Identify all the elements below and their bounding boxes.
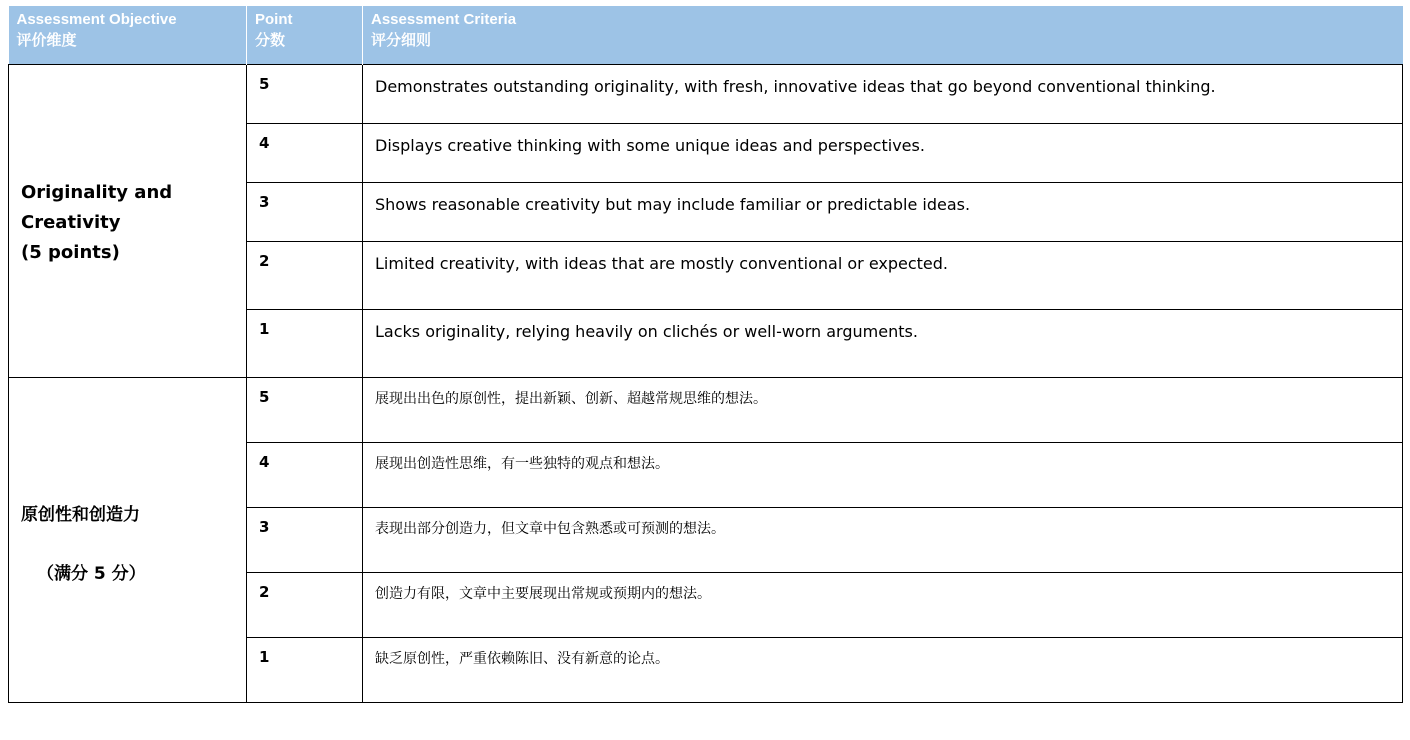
table-header	[9, 6, 1403, 64]
objective-points-zh: （满分 5 分）	[37, 563, 146, 584]
criteria-cell: 展现出出色的原创性，提出新颖、创新、超越常规思维的想法。	[363, 377, 1403, 442]
score-cell: 3	[247, 507, 363, 572]
score-cell: 2	[247, 572, 363, 637]
criteria-cell: Limited creativity, with ideas that are mostly conventional or expected.	[363, 241, 1403, 309]
criteria-cell: 表现出部分创造力，但文章中包含熟悉或可预测的想法。	[363, 507, 1403, 572]
header-point-en: Point	[255, 11, 293, 28]
header-row	[9, 6, 1403, 64]
header-assessment-objective	[9, 6, 247, 64]
score-cell: 4	[247, 442, 363, 507]
score-cell: 5	[247, 64, 363, 123]
objective-cell-zh	[9, 377, 247, 702]
score-cell: 4	[247, 123, 363, 182]
objective-title-line: Creativity	[21, 211, 121, 233]
header-objective-zh: 评价维度	[16, 32, 77, 49]
criteria-cell: Shows reasonable creativity but may include familiar or predictable ideas.	[363, 182, 1403, 241]
header-criteria-zh: 评分细则	[371, 32, 432, 49]
header-point-zh: 分数	[255, 32, 286, 49]
header-point	[247, 6, 363, 64]
criteria-cell: Demonstrates outstanding originality, with fresh, innovative ideas that go beyond conventional thinking.	[363, 64, 1403, 123]
table-row	[9, 64, 1403, 123]
score-cell: 1	[247, 637, 363, 702]
criteria-cell: 创造力有限，文章中主要展现出常规或预期内的想法。	[363, 572, 1403, 637]
table-row	[9, 377, 1403, 442]
header-criteria-en: Assessment Criteria	[371, 11, 517, 28]
criteria-cell: 缺乏原创性，严重依赖陈旧、没有新意的论点。	[363, 637, 1403, 702]
score-cell: 1	[247, 309, 363, 377]
objective-title-line: Originality and	[21, 181, 173, 203]
objective-title-zh: 原创性和创造力	[21, 504, 140, 525]
score-cell: 5	[247, 377, 363, 442]
criteria-cell: 展现出创造性思维，有一些独特的观点和想法。	[363, 442, 1403, 507]
objective-cell-en	[9, 64, 247, 377]
score-cell: 2	[247, 241, 363, 309]
assessment-rubric-table	[8, 6, 1403, 703]
header-objective-en: Assessment Objective	[16, 11, 177, 28]
header-assessment-criteria	[363, 6, 1403, 64]
criteria-cell: Lacks originality, relying heavily on clichés or well-worn arguments.	[363, 309, 1403, 377]
objective-points: (5 points)	[21, 241, 120, 263]
table-body	[9, 64, 1403, 702]
criteria-cell: Displays creative thinking with some unique ideas and perspectives.	[363, 123, 1403, 182]
score-cell: 3	[247, 182, 363, 241]
